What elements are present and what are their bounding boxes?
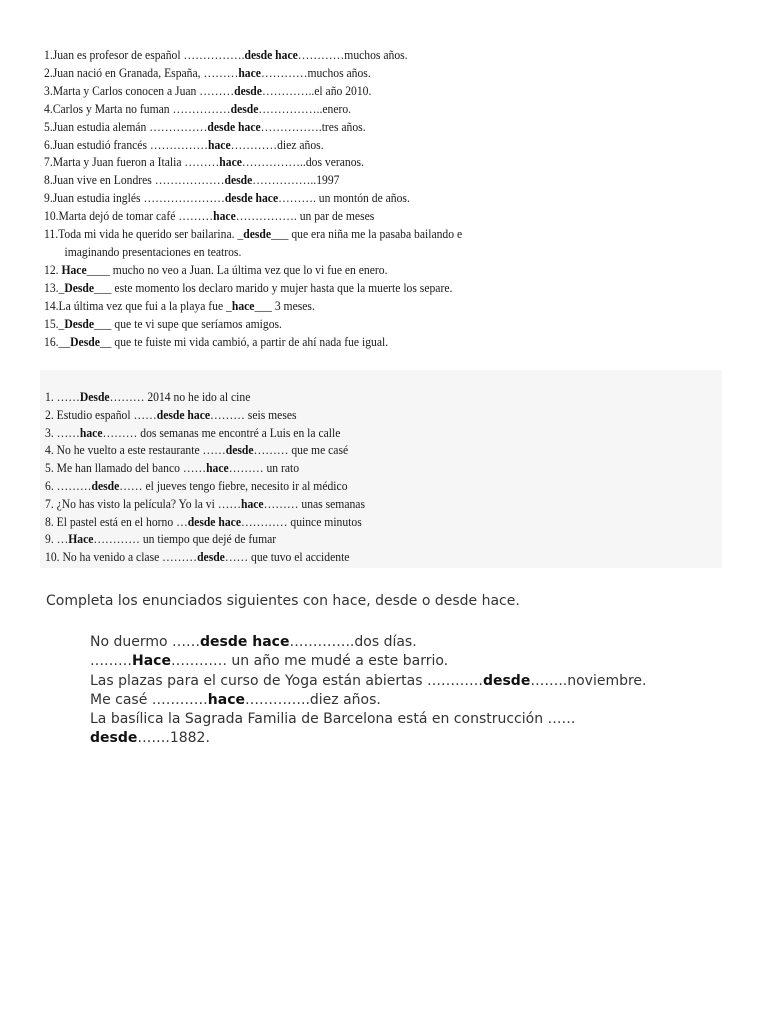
exercise-1-line: 1.Juan es profesor de español …………….desde hace…………muchos años. [44, 48, 408, 62]
exercise-1-line: 4.Carlos y Marta no fuman ……………desde……………..enero. [44, 101, 352, 116]
exercise-3-line: Las plazas para el curso de Yoga están abiertas …………desde……..noviembre. [90, 672, 647, 689]
exercise-1-line: 3.Marta y Carlos conocen a Juan ………desde…………..el año 2010. [44, 83, 372, 98]
exercise-3-line: desde…….1882. [90, 730, 210, 747]
exercise-2-line: 5. Me han llamado del banco ……hace……… un rato [45, 461, 300, 476]
exercise-1-line: 7.Marta y Juan fueron a Italia ………hace……………..dos veranos. [44, 155, 364, 170]
exercise-3-title: Completa los enunciados siguientes con hace, desde o desde hace. [46, 593, 520, 609]
exercise-3-line: No duermo ……desde hace…………..dos días. [90, 634, 417, 650]
exercise-1-line: 6.Juan estudió francés ……………hace…………diez años. [44, 137, 324, 152]
exercise-2-line: 3. ……hace……… dos semanas me encontré a Luis en la calle [45, 425, 341, 440]
exercise-1-line: 11.Toda mi vida he querido ser bailarina. _desde___ que era niña me la pasaba bailando e [44, 227, 463, 242]
exercise-1-line: 16.__Desde__ que te fuiste mi vida cambió, a partir de ahí nada fue igual. [44, 334, 389, 349]
exercise-3-line: ………Hace………… un año me mudé a este barrio. [90, 653, 449, 670]
exercise-2-line: 9. …Hace………… un tiempo que dejé de fumar [45, 532, 277, 547]
exercise-2-line: 4. No he vuelto a este restaurante ……desde……… que me casé [45, 443, 349, 458]
exercise-1-line: 5.Juan estudia alemán ……………desde hace…………….tres años. [44, 119, 366, 134]
exercise-1-line: 14.La última vez que fui a la playa fue _hace___ 3 meses. [44, 298, 315, 313]
exercise-2-line: 6. ………desde…… el jueves tengo fiebre, necesito ir al médico [45, 478, 348, 493]
exercise-2-line: 8. El pastel está en el horno …desde hace………… quince minutos [45, 514, 362, 529]
exercise-2-list [45, 389, 365, 567]
exercise-1-line: 10.Marta dejó de tomar café ………hace……………. un par de meses [44, 209, 375, 224]
exercise-2-line: 2. Estudio español ……desde hace……… seis meses [45, 407, 297, 422]
exercise-1-line: 13._Desde___ este momento los declaro marido y mujer hasta que la muerte los separe. [44, 280, 453, 295]
exercise-2-line: 1. ……Desde……… 2014 no he ido al cine [45, 390, 251, 404]
exercise-2-line: 10. No ha venido a clase ………desde…… que tuvo el accidente [45, 550, 350, 565]
exercise-2-line: 7. ¿No has visto la película? Yo la vi ……hace……… unas semanas [45, 496, 365, 511]
exercise-1-line: imaginando presentaciones en teatros. [64, 244, 242, 259]
exercise-3-line: Me casé …………hace…………..diez años. [90, 691, 381, 708]
exercise-1 [44, 47, 686, 351]
exercise-3 [90, 633, 730, 749]
exercise-3-line: La basílica la Sagrada Familia de Barcelona está en construcción …… [90, 711, 576, 728]
exercise-1-line: 15._Desde___ que te vi supe que seríamos amigos. [44, 316, 282, 331]
exercise-1-line: 8.Juan vive en Londres ………………desde……………..1997 [44, 173, 340, 188]
exercise-1-line: 2.Juan nació en Granada, España, ………hace…………muchos años. [44, 65, 371, 80]
exercise-1-line: 12. Hace____ mucho no veo a Juan. La última vez que lo vi fue en enero. [44, 262, 388, 277]
exercise-1-line: 9.Juan estudia inglés …………………desde hace………. un montón de años. [44, 191, 410, 206]
exercise-2 [40, 370, 722, 568]
